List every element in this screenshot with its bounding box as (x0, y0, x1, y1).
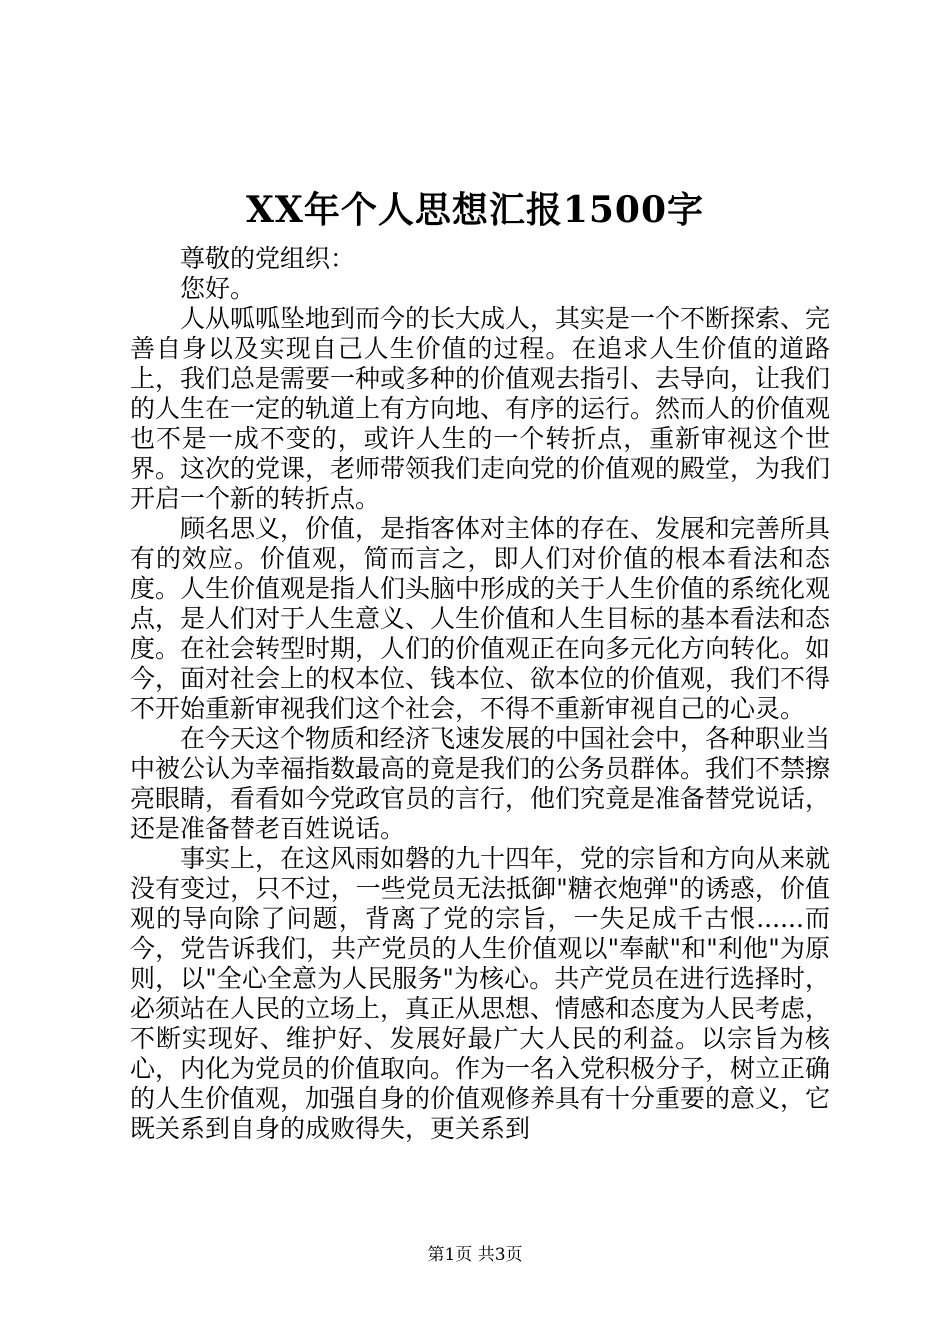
body-paragraph: 在今天这个物质和经济飞速发展的中国社会中，各种职业当中被公认为幸福指数最高的竟是我们的公务员群体。我们不禁擦亮眼睛，看看如今党政官员的言行，他们究竟是准备替党说话，还是准备替老百姓说话。 (130, 724, 831, 843)
body-paragraph: 顾名思义，价值，是指客体对主体的存在、发展和完善所具有的效应。价值观，简而言之，即人们对价值的根本看法和态度。人生价值观是指人们头脑中形成的关于人生价值的系统化观点，是人们对于人生意义、人生价值和人生目标的基本看法和态度。在社会转型时期，人们的价值观正在向多元化方向转化。如今，面对社会上的权本位、钱本位、欲本位的价值观，我们不得不开始重新审视我们这个社会，不得不重新审视自己的心灵。 (130, 514, 831, 723)
greeting: 您好。 (180, 274, 256, 303)
document-body (130, 244, 830, 1144)
salutation: 尊敬的党组织： (180, 244, 356, 273)
body-paragraph: 事实上，在这风雨如磐的九十四年，党的宗旨和方向从来就没有变过，只不过，一些党员无法抵御"糖衣炮弹"的诱惑，价值观的导向除了问题，背离了党的宗旨，一失足成千古恨......而今，党告诉我们，共产党员的人生价值观以"奉献"和"利他"为原则，以"全心全意为人民服务"为核心。共产党员在进行选择时，必须站在人民的立场上，真正从思想、情感和态度为人民考虑，不断实现好、维护好、发展好最广大人民的利益。以宗旨为核心，内化为党员的价值取向。作为一名入党积极分子，树立正确的人生价值观，加强自身的价值观修养具有十分重要的意义，它既关系到自身的成败得失，更关系到 (130, 844, 831, 1143)
document-title: XX年个人思想汇报1500字 (245, 189, 705, 231)
page-number-footer: 第1页 共3页 (427, 1245, 523, 1265)
body-paragraph: 人从呱呱坠地到而今的长大成人，其实是一个不断探索、完善自身以及实现自己人生价值的过程。在追求人生价值的道路上，我们总是需要一种或多种的价值观去指引、去导向，让我们的人生在一定的轨道上有方向地、有序的运行。然而人的价值观也不是一成不变的，或许人生的一个转折点，重新审视这个世界。这次的党课，老师带领我们走向党的价值观的殿堂，为我们开启一个新的转折点。 (130, 304, 831, 513)
